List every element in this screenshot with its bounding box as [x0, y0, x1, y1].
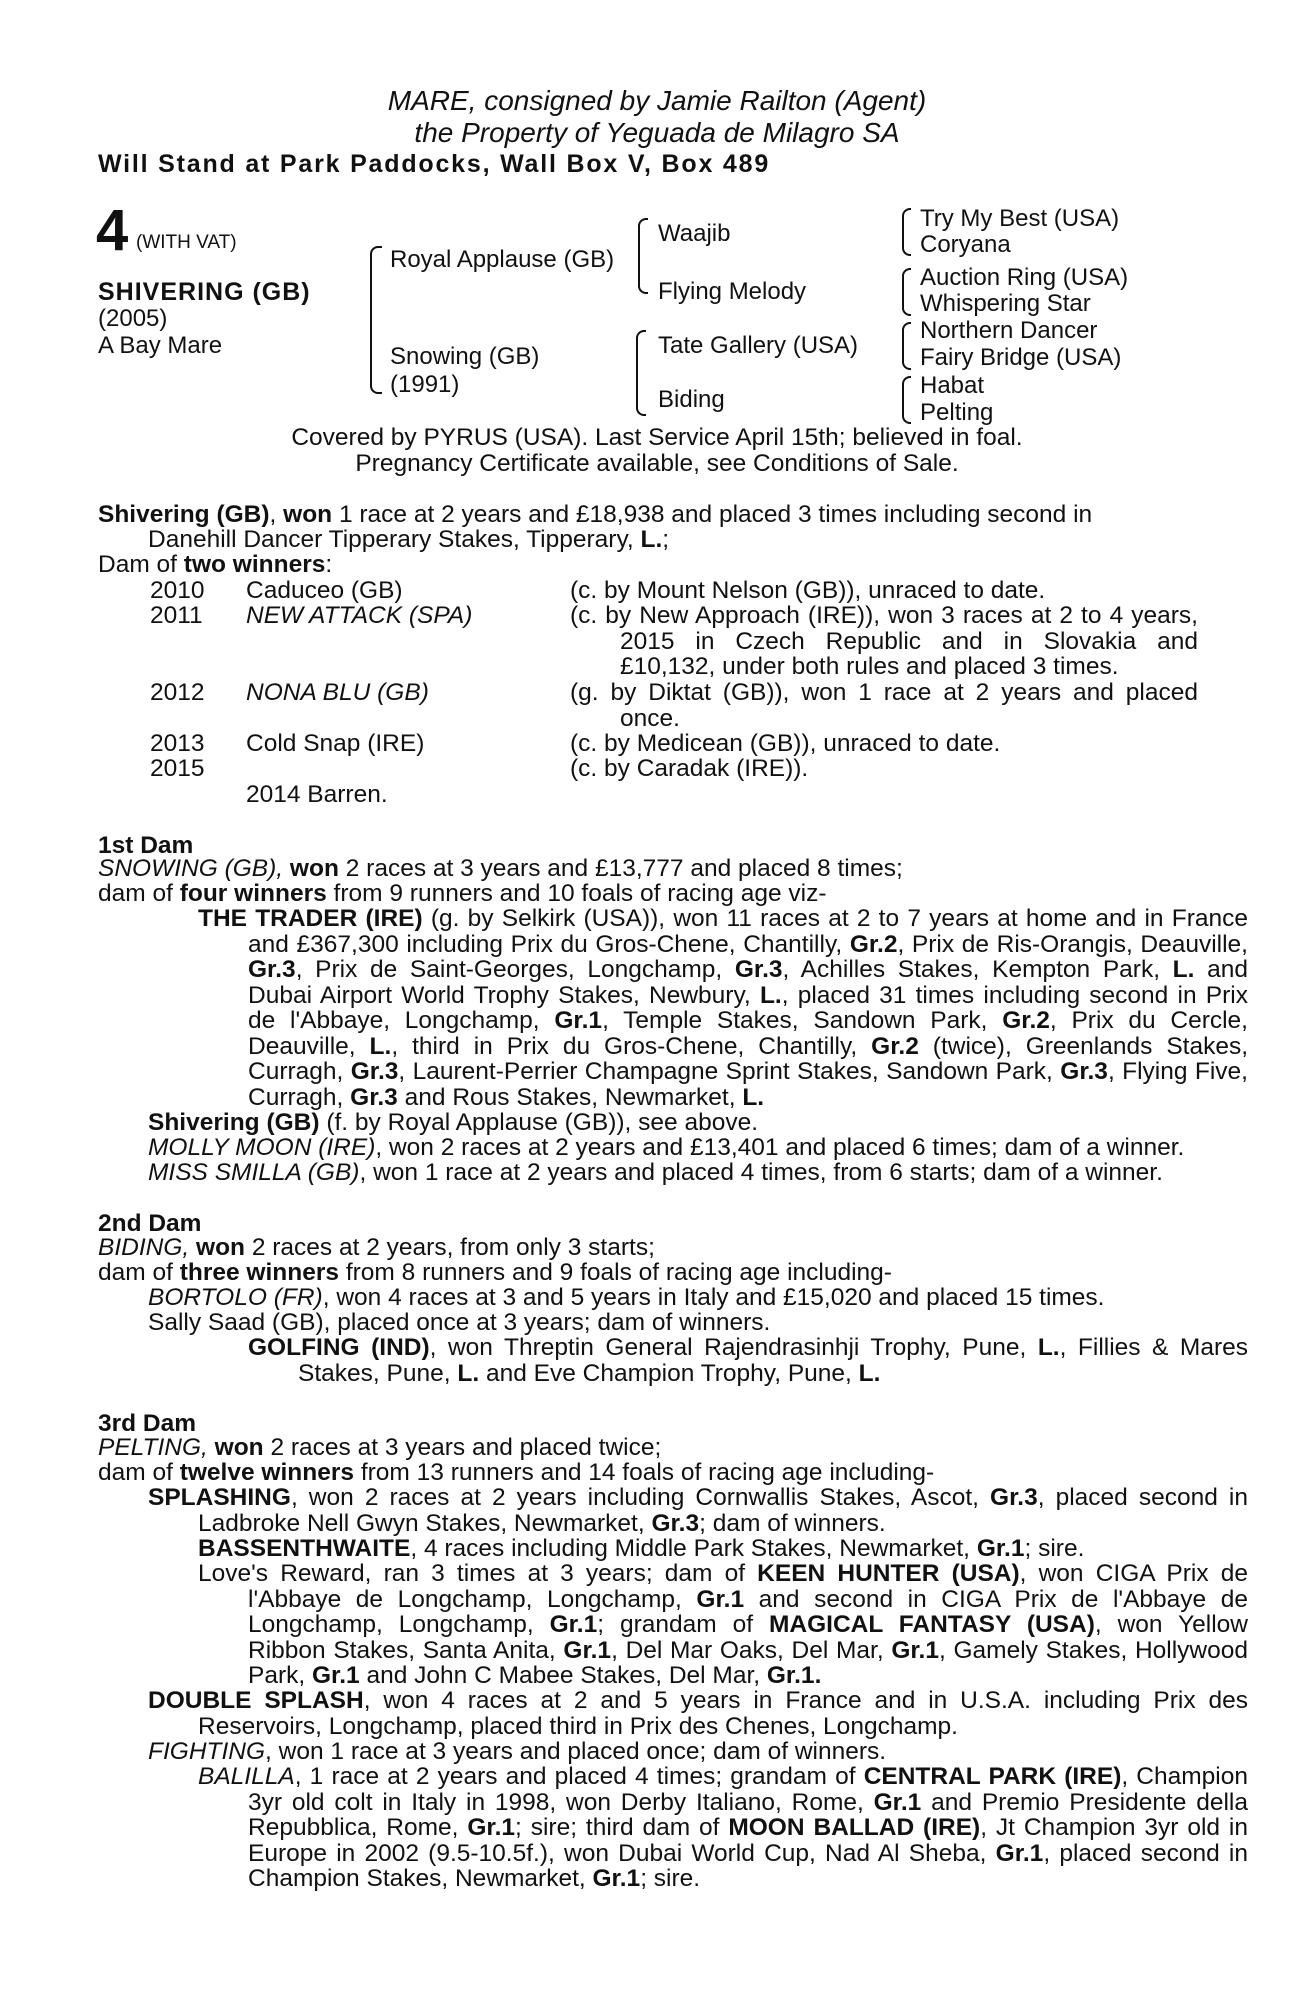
g-pelting: Pelting	[920, 399, 994, 426]
sire: Royal Applause (GB)	[390, 246, 615, 273]
text: , won 2 races at 2 years and £13,401 and placed 6 times; dam of a winner.	[375, 1134, 1185, 1161]
lot-number: 4	[96, 198, 129, 263]
runner-name: SPLASHING	[148, 1484, 291, 1511]
sire-dam: Flying Melody	[658, 278, 807, 305]
molly-entry	[148, 1135, 1184, 1161]
second-dam-produce-summary	[98, 1260, 892, 1286]
produce-year: 2010	[150, 577, 205, 604]
grade: Gr.3	[990, 1484, 1038, 1511]
punct: ;	[662, 526, 670, 553]
bortolo-entry	[148, 1285, 1104, 1311]
dam-sire: Tate Gallery (USA)	[658, 332, 859, 359]
g-bracket-4	[902, 376, 911, 424]
grade: Gr.1	[549, 1611, 598, 1638]
text: , Temple Stakes, Sandown Park,	[602, 1007, 1003, 1034]
text: ; sire.	[640, 1865, 701, 1892]
third-dam-produce-summary	[98, 1460, 934, 1486]
dam-bracket	[636, 330, 646, 416]
runner-name: THE TRADER (IRE)	[198, 905, 423, 932]
mare-record-text: 1 race at 2 years and £18,938 and placed 3 times including second in	[332, 501, 1093, 528]
text: , third in Prix du Gros-Chene, Chantilly,	[391, 1032, 872, 1060]
won-label: won	[214, 1434, 264, 1461]
grade: L.	[1037, 1334, 1060, 1361]
text: , Achilles Stakes, Kempton Park,	[782, 956, 1173, 983]
dam-name: SNOWING (GB),	[98, 855, 284, 882]
dam-name: PELTING,	[98, 1434, 208, 1461]
text: (g. by Selkirk (USA)), won 11 races at 2 to 7 years at home and in France and £367,300 including Prix du Gros-Chene, Chantilly,	[248, 905, 1248, 958]
g-fairy-bridge: Fairy Bridge (USA)	[920, 344, 1122, 371]
g-whispering-star: Whispering Star	[920, 290, 1091, 317]
first-dam-title: 1st Dam	[98, 832, 194, 859]
text: , placed second in Champion Stakes, Newmarket,	[248, 1839, 1248, 1892]
mare-won: won	[283, 501, 333, 528]
text: , Gamely Stakes, Hollywood Park,	[248, 1636, 1248, 1689]
text: , Fillies & Mares Stakes, Pune,	[298, 1334, 1248, 1387]
produce-detail	[570, 603, 1198, 680]
won-label: won	[196, 1234, 246, 1261]
text: , placed second in Ladbroke Nell Gwyn Stakes, Newmarket,	[198, 1484, 1248, 1537]
text: , Jt Champion 3yr old in Europe in 2002 (9.5-10.5f.), won Dubai World Cup, Nad Al Sheba,	[248, 1814, 1248, 1867]
text: and Premio Presidente della Repubblica, Rome,	[248, 1788, 1248, 1841]
shivering-entry	[148, 1110, 758, 1136]
consignor-line: MARE, consigned by Jamie Railton (Agent)	[387, 85, 927, 116]
vat-note: (WITH VAT)	[136, 232, 237, 253]
text: ; dam of winners.	[699, 1509, 886, 1537]
pedigree-bracket	[370, 246, 382, 394]
produce-name: NEW ATTACK (SPA)	[246, 602, 473, 629]
sire-bracket	[638, 218, 648, 294]
g-bracket-2	[902, 268, 911, 316]
cover-line: Covered by PYRUS (USA). Last Service April 15th; believed in foal.	[291, 424, 1023, 451]
grade: Gr.1	[592, 1865, 641, 1892]
runner-name: GOLFING (IND)	[248, 1334, 430, 1361]
grade: Gr.1	[554, 1007, 603, 1034]
grade: Gr.1	[873, 1788, 922, 1816]
text: , won 4 races at 3 and 5 years in Italy and £15,020 and placed 15 times.	[322, 1284, 1105, 1311]
produce-name: NONA BLU (GB)	[246, 679, 429, 706]
text: ; grandam of	[597, 1611, 769, 1638]
grade: Gr.3	[1060, 1058, 1108, 1085]
grade: Gr.3	[734, 956, 783, 983]
produce-detail: (c. by Caradak (IRE)).	[570, 755, 809, 782]
grade: L.	[1172, 956, 1195, 983]
text: , 1 race at 2 years and placed 4 times; grandam of	[294, 1763, 864, 1790]
smilla-entry	[148, 1160, 1163, 1186]
foaling-year: (2005)	[98, 305, 168, 332]
grade: Gr.2	[849, 930, 898, 958]
produce-year: 2015	[150, 755, 205, 782]
mare-name: Shivering (GB)	[98, 501, 270, 528]
first-dam-produce-summary	[98, 881, 827, 907]
second-dam-record	[98, 1235, 655, 1261]
produce-name: Cold Snap (IRE)	[246, 730, 425, 757]
third-dam-title: 3rd Dam	[98, 1410, 197, 1437]
winners-count: three winners	[179, 1259, 340, 1286]
text: , won 1 race at 3 years and placed once; dam of winners.	[265, 1738, 887, 1765]
winners-rest: from 8 runners and 9 foals of racing age including-	[339, 1259, 892, 1286]
dam-of-label: dam of	[98, 1259, 180, 1286]
text: , won 1 race at 2 years and placed 4 times, from 6 starts; dam of a winner.	[359, 1159, 1163, 1186]
grade: Gr.1	[976, 1535, 1025, 1562]
sire-sire: Waajib	[658, 220, 731, 247]
runner-name: MAGICAL FANTASY (USA)	[769, 1611, 1095, 1638]
mare-record-2	[148, 527, 1198, 553]
produce-name: Caduceo (GB)	[246, 577, 403, 604]
mare-record: Shivering (GB), won 1 race at 2 years and £18,938 and placed 3 times including second in	[98, 501, 1093, 528]
grade: Gr.1	[995, 1839, 1044, 1867]
runner-name: MOON BALLAD (IRE)	[728, 1814, 981, 1841]
produce-detail: (c. by Mount Nelson (GB)), unraced to date.	[570, 577, 1046, 604]
dam-of-label: dam of	[98, 1459, 180, 1486]
text: , Champion 3yr old colt in Italy in 1998, won Derby Italiano, Rome,	[248, 1763, 1248, 1816]
grade: Gr.1	[467, 1814, 516, 1841]
runner-name: Shivering (GB)	[148, 1109, 320, 1136]
dam-name: BIDING,	[98, 1234, 190, 1261]
produce-year: 2012	[150, 679, 205, 706]
grade: Gr.3	[350, 1058, 399, 1085]
second-dam-title: 2nd Dam	[98, 1210, 202, 1237]
winners-count: twelve winners	[179, 1459, 355, 1486]
dam-of-label: dam of	[98, 880, 180, 907]
dam-record: 2 races at 2 years, from only 3 starts;	[245, 1234, 655, 1261]
punct: :	[325, 551, 333, 578]
runner-name: BORTOLO (FR)	[148, 1284, 323, 1311]
text: and Eve Champion Trophy, Pune,	[479, 1359, 859, 1387]
trader-entry	[198, 906, 1248, 1110]
text: ; sire.	[1024, 1535, 1085, 1562]
grade: Gr.2	[1002, 1007, 1050, 1034]
won-label: won	[289, 855, 339, 882]
third-dam-record	[98, 1435, 661, 1461]
text: , Laurent-Perrier Champagne Sprint Stakes, Sandown Park,	[398, 1058, 1061, 1085]
balilla-entry	[198, 1764, 1248, 1892]
grade: L.	[457, 1359, 480, 1387]
bassenthwaite-entry	[198, 1536, 1084, 1562]
text: , Prix du Cercle, Deauville,	[248, 1007, 1248, 1060]
runner-name: BASSENTHWAITE	[198, 1535, 411, 1562]
listed-tag: L.	[640, 526, 663, 553]
text: , won CIGA Prix de l'Abbaye de Longchamp, Longchamp,	[248, 1560, 1248, 1613]
horse-name: SHIVERING (GB)	[98, 278, 311, 306]
grade: L.	[759, 981, 782, 1009]
grade: Gr.3	[248, 956, 296, 983]
grade: Gr.3	[651, 1509, 700, 1537]
pregnancy-line: Pregnancy Certificate available, see Conditions of Sale.	[355, 450, 959, 477]
grade: L.	[742, 1083, 765, 1111]
grade: Gr.3	[350, 1083, 398, 1111]
text: , won Threptin General Rajendrasinhji Trophy, Pune,	[429, 1334, 1038, 1361]
text: , placed 31 times including second in Prix de l'Abbaye, Longchamp,	[248, 981, 1248, 1034]
horse-description: A Bay Mare	[98, 332, 223, 359]
produce-detail	[570, 680, 1198, 731]
winners-count: four winners	[179, 880, 327, 907]
grade: Gr.1	[563, 1636, 612, 1664]
splashing-entry	[148, 1485, 1248, 1536]
dam-record: 2 races at 3 years and £13,777 and placed 8 times;	[338, 855, 903, 882]
sally-entry: Sally Saad (GB), placed once at 3 years; dam of winners.	[148, 1309, 771, 1336]
winners-rest: from 13 runners and 14 foals of racing age including-	[354, 1459, 935, 1486]
double-splash-entry	[148, 1688, 1248, 1739]
text: , Prix de Saint-Georges, Longchamp,	[295, 956, 735, 983]
winners-count: two winners	[183, 551, 326, 578]
grade: Gr.2	[871, 1032, 919, 1060]
runner-name: KEEN HUNTER (USA)	[757, 1560, 1020, 1587]
fighting-entry	[148, 1739, 886, 1765]
runner-name: FIGHTING	[148, 1738, 266, 1765]
dam-of-label: Dam of	[98, 551, 184, 578]
grade: Gr.1	[696, 1585, 745, 1613]
produce-detail-text: (c. by New Approach (IRE)), won 3 races at 2 to 4 years, 2015 in Czech Republic and in Slovakia and £10,132, under both rules and placed 3 times.	[570, 602, 1198, 680]
text: , won 4 races at 2 and 5 years in France and in U.S.A. including Prix des Reservoirs, Longchamp, placed third in Prix des Chenes, Longchamp.	[198, 1687, 1248, 1740]
barren-note: 2014 Barren.	[246, 781, 388, 808]
grade: Gr.1	[891, 1636, 939, 1664]
produce-year: 2011	[150, 602, 203, 629]
dam-of-line	[98, 552, 332, 578]
property-line: the Property of Yeguada de Milagro SA	[414, 117, 900, 148]
g-auction-ring: Auction Ring (USA)	[920, 264, 1129, 291]
produce-year: 2013	[150, 730, 205, 757]
text: , won 2 races at 2 years including Cornwallis Stakes, Ascot,	[290, 1484, 991, 1511]
grade: Gr.1	[312, 1662, 360, 1689]
text: , Prix de Ris-Orangis, Deauville,	[897, 930, 1248, 958]
g-try-my-best: Try My Best (USA)	[920, 205, 1120, 232]
produce-detail-text: (g. by Diktat (GB)), won 1 race at 2 years and placed once.	[570, 679, 1198, 732]
punct: .	[814, 1662, 822, 1689]
runner-name: Love's Reward, ran 3 times at 3 years; dam of	[198, 1560, 758, 1587]
dam-year: (1991)	[390, 371, 460, 398]
runner-name: DOUBLE SPLASH	[148, 1687, 364, 1714]
text: and second in CIGA Prix de l'Abbaye de Longchamp, Longchamp,	[248, 1585, 1248, 1638]
text: ; sire; third dam of	[515, 1814, 729, 1841]
dam-dam: Biding	[658, 386, 725, 413]
dam: Snowing (GB)	[390, 343, 540, 370]
loves-reward-entry	[198, 1561, 1248, 1689]
text: (twice), Greenlands Stakes, Curragh,	[248, 1032, 1249, 1085]
mare-record-text-2: Danehill Dancer Tipperary Stakes, Tipperary,	[148, 526, 641, 553]
g-coryana: Coryana	[920, 231, 1011, 258]
runner-name: BALILLA	[198, 1763, 295, 1790]
text: , Flying Five, Curragh,	[248, 1058, 1248, 1111]
dam-record: 2 races at 3 years and placed twice;	[263, 1434, 662, 1461]
g-northern-dancer: Northern Dancer	[920, 317, 1098, 344]
text: and Rous Stakes, Newmarket,	[397, 1083, 743, 1111]
produce-detail: (c. by Medicean (GB)), unraced to date.	[570, 730, 1001, 757]
runner-name: MOLLY MOON (IRE)	[148, 1134, 376, 1161]
grade: L.	[858, 1359, 881, 1387]
text: (f. by Royal Applause (GB)), see above.	[319, 1109, 759, 1136]
g-habat: Habat	[920, 372, 985, 399]
text: , 4 races including Middle Park Stakes, Newmarket,	[410, 1535, 977, 1562]
text: and Dubai Airport World Trophy Stakes, Newbury,	[248, 956, 1248, 1009]
text: , Del Mar Oaks, Del Mar,	[611, 1636, 892, 1664]
golfing-entry	[248, 1335, 1248, 1386]
winners-rest: from 9 runners and 10 foals of racing age viz-	[326, 880, 827, 907]
grade: L.	[369, 1032, 392, 1060]
grade: Gr.1	[766, 1662, 815, 1689]
text: , won Yellow Ribbon Stakes, Santa Anita,	[248, 1611, 1248, 1664]
runner-name: CENTRAL PARK (IRE)	[863, 1763, 1122, 1790]
text: and John C Mabee Stakes, Del Mar,	[359, 1662, 767, 1689]
runner-name: MISS SMILLA (GB)	[148, 1159, 360, 1186]
stable-line: Will Stand at Park Paddocks, Wall Box V, Box 489	[98, 150, 771, 178]
g-bracket-3	[902, 322, 911, 370]
first-dam-record	[98, 856, 903, 882]
g-bracket-1	[902, 208, 911, 256]
